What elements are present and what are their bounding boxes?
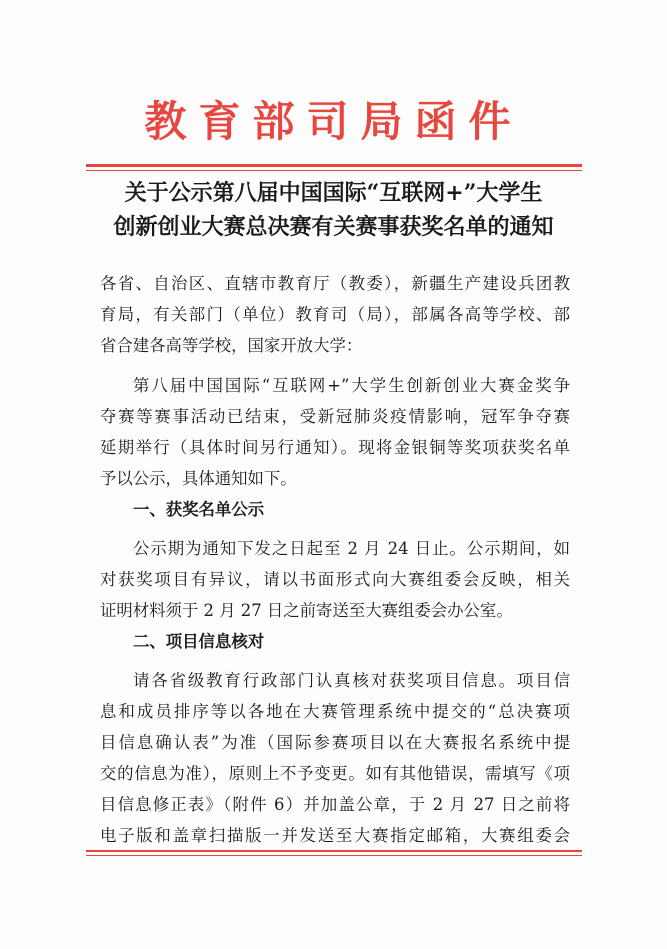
addressee-line: 各省、自治区、直辖市教育厅（教委），新疆生产建设兵团教	[100, 274, 570, 293]
section-2-line: 目信息确认表”为准（国际参赛项目以在大赛报名系统中提	[100, 733, 570, 752]
footer-rule-thin	[86, 855, 582, 856]
addressee-line: 育局，有关部门（单位）教育司（局），部属各高等学校、部	[100, 305, 570, 324]
intro-line: 第八届中国国际“互联网+”大学生创新创业大赛金奖争	[133, 376, 570, 395]
section-2-line: 目信息修正表》（附件 6）并加盖公章，于 2 月 27 日之前将	[100, 795, 570, 814]
letterhead-rule-thin	[86, 170, 582, 171]
intro-line: 延期举行（具体时间另行通知）。现将金银铜等奖项获奖名单	[100, 438, 570, 457]
intro-line: 夺赛等赛事活动已结束，受新冠肺炎疫情影响，冠军争夺赛	[100, 407, 570, 426]
letterhead-rule-thick	[86, 164, 582, 167]
document-title-line-2: 创新创业大赛总决赛有关赛事获奖名单的通知	[113, 214, 554, 240]
section-2-line: 息和成员排序等以各地在大赛管理系统中提交的“总决赛项	[100, 702, 570, 721]
section-2-line: 电子版和盖章扫描版一并发送至大赛指定邮箱，大赛组委会	[100, 826, 570, 845]
letterhead: 教育部司局函件	[144, 97, 523, 146]
document-title-line-1: 关于公示第八届中国国际“互联网+”大学生	[124, 180, 543, 206]
section-2-heading: 二、项目信息核对	[133, 632, 265, 651]
section-1-line: 证明材料须于 2 月 27 日之前寄送至大赛组委会办公室。	[100, 601, 513, 620]
intro-line: 予以公示，具体通知如下。	[100, 469, 297, 488]
addressee-line: 省合建各高等学校，国家开放大学：	[100, 336, 363, 355]
section-1-line: 公示期为通知下发之日起至 2 月 24 日止。公示期间，如	[133, 539, 570, 558]
section-1-line: 对获奖项目有异议，请以书面形式向大赛组委会反映，相关	[100, 570, 570, 589]
section-1-heading: 一、获奖名单公示	[133, 500, 265, 519]
footer-rule-thick	[86, 850, 582, 852]
section-2-line: 交的信息为准），原则上不予变更。如有其他错误，需填写《项	[100, 764, 570, 783]
section-2-line: 请各省级教育行政部门认真核对获奖项目信息。项目信	[133, 671, 570, 690]
